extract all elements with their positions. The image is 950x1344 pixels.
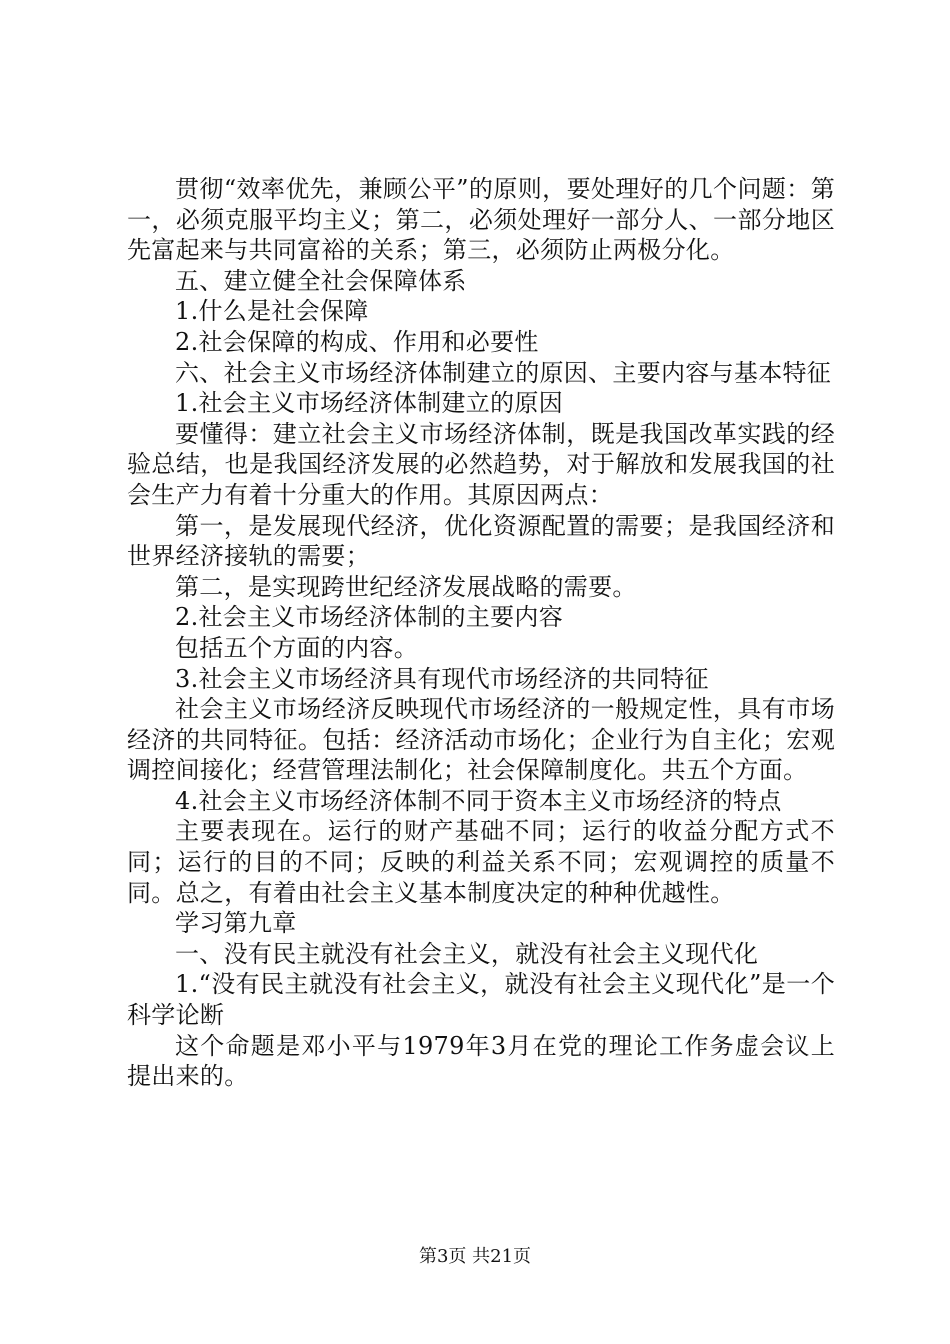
list-item: 4.社会主义市场经济体制不同于资本主义市场经济的特点 [175, 786, 782, 815]
document-body [127, 174, 835, 1092]
paragraph: 贯彻“效率优先，兼顾公平”的原则，要处理好的几个问题：第一，必须克服平均主义；第二，必须处理好一部分人、一部分地区先富起来与共同富裕的关系；第三，必须防止两极分化。 [127, 175, 835, 265]
paragraph: 主要表现在。运行的财产基础不同；运行的收益分配方式不同；运行的目的不同；反映的利益关系不同；宏观调控的质量不同。总之，有着由社会主义基本制度决定的种种优越性。 [127, 817, 835, 907]
paragraph: 要懂得：建立社会主义市场经济体制，既是我国改革实践的经验总结，也是我国经济发展的必然趋势，对于解放和发展我国的社会生产力有着十分重大的作用。其原因两点： [127, 419, 835, 509]
list-item: 2.社会主义市场经济体制的主要内容 [175, 603, 563, 632]
list-item: 2.社会保障的构成、作用和必要性 [175, 327, 539, 356]
list-item: 1.社会主义市场经济体制建立的原因 [175, 389, 563, 418]
chapter-heading: 学习第九章 [175, 909, 297, 938]
paragraph: 包括五个方面的内容。 [175, 633, 418, 662]
section-heading: 六、社会主义市场经济体制建立的原因、主要内容与基本特征 [175, 358, 832, 387]
paragraph: 这个命题是邓小平与1979年3月在党的理论工作务虚会议上提出来的。 [127, 1031, 835, 1091]
list-item: 3.社会主义市场经济具有现代市场经济的共同特征 [175, 664, 709, 693]
paragraph: 第一，是发展现代经济，优化资源配置的需要；是我国经济和世界经济接轨的需要； [127, 511, 835, 571]
section-heading: 一、没有民主就没有社会主义，就没有社会主义现代化 [175, 939, 759, 968]
list-item: 1.“没有民主就没有社会主义，就没有社会主义现代化”是一个科学论断 [127, 970, 835, 1030]
list-item: 1.什么是社会保障 [175, 297, 369, 326]
page-number-label: 第3页 共21页 [418, 1246, 532, 1267]
section-heading: 五、建立健全社会保障体系 [175, 266, 467, 295]
paragraph: 第二，是实现跨世纪经济发展战略的需要。 [175, 572, 637, 601]
paragraph: 社会主义市场经济反映现代市场经济的一般规定性，具有市场经济的共同特征。包括：经济活动市场化；企业行为自主化；宏观调控间接化；经营管理法制化；社会保障制度化。共五个方面。 [127, 695, 835, 785]
page-footer [0, 1242, 950, 1268]
